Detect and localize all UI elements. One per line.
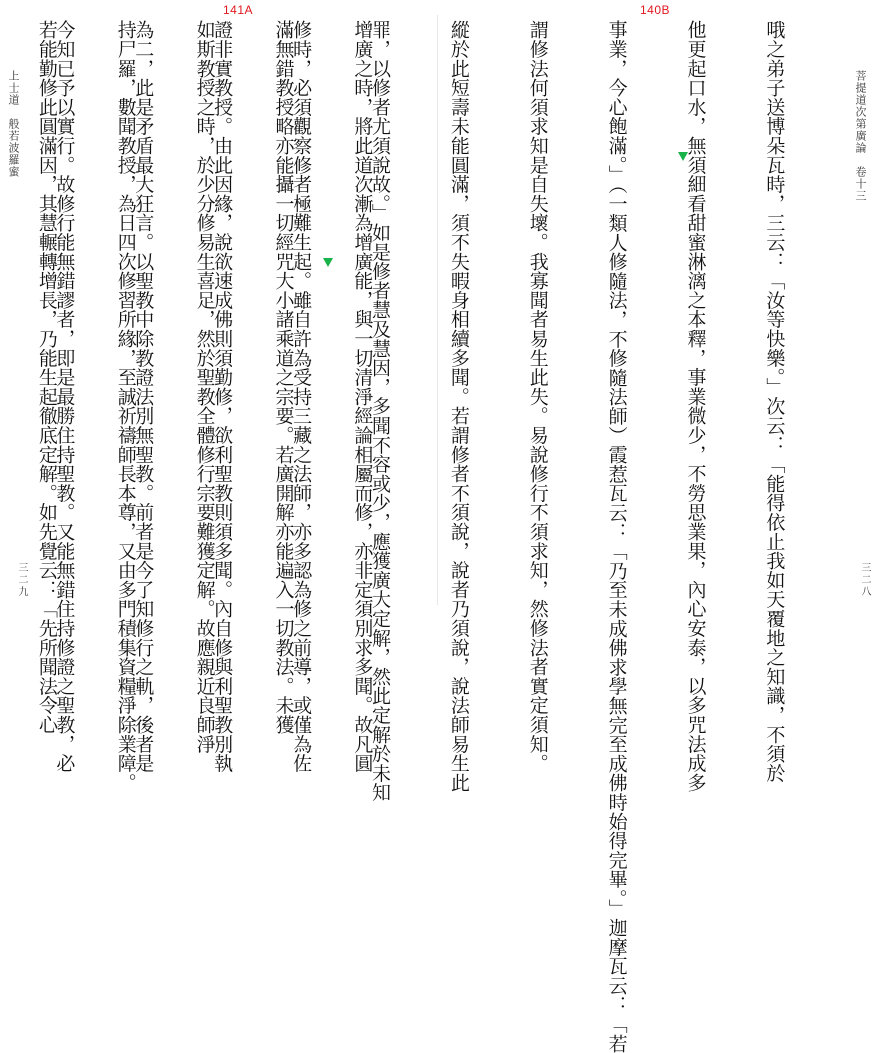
left-page-label: 141A	[223, 3, 254, 17]
text-column: 增廣之時，將此道次漸為增廣能，與一切清淨經論相屬而修，亦非定須別求多聞。故凡圓	[351, 20, 374, 773]
text-column: 持尸羅，數聞教授，為日四次修習所緣，至誠祈禱師長本尊，又由多門積集資糧淨除業障。	[114, 20, 137, 792]
text-column: 今知已予以實行。故修行能無錯謬者，即是最勝住持聖教。又能無錯住持修證之聖教，必	[53, 20, 76, 773]
text-column: 若能勤修此圓滿因，其慧輾轉增長，乃能生起徹底定解。如先覺云：「先所聞法令心	[35, 20, 58, 735]
text-column: 謂修法何須求知是自失壞。我寡聞者易生此失。易說修行不須求知，然修法者實定須知。	[526, 20, 549, 773]
text-column: 哦之弟子送博朵瓦時，三云：「汝等快樂。」次云：「能得依止我如天覆地之知識，不須於	[763, 20, 786, 783]
left-margin-title: 上士道 般若波羅蜜	[7, 70, 20, 178]
text-column: 修時，必須觀察修者極難生起。雖自許為受持三藏之法師，亦多認為修之前導，或僅為佐	[290, 20, 313, 773]
text-column: 罪，以修者尤須說故。」如是修者慧及慧因，多聞不容或少，應獲廣大定解，然此定解於未知	[368, 20, 391, 802]
right-margin-title: 菩提道次第廣論 卷十三	[854, 70, 867, 202]
text-column: 滿無錯教授略亦能攝一切經咒大小諸乘道之宗要。若廣開解亦能遍入一切教法。未獲	[272, 20, 295, 735]
text-column: 為二，此是矛盾最大狂言。以聖教中除教證法別無聖教。前者是今了知修行之軌，後者是	[132, 20, 155, 773]
text-column: 縱於此短壽未能圓滿，須不失暇身相續多聞。若謂修者不須說，說者乃須說，說法師易生此	[447, 20, 470, 792]
text-column: 證非實教授。由此因緣，說欲速成佛則須勤修，欲利聖教則須多聞。內自修與利聖教別執	[211, 20, 234, 773]
left-folio: 三二九	[16, 562, 27, 598]
right-folio: 三二八	[859, 562, 870, 598]
right-page-label: 140B	[640, 3, 671, 17]
text-column: 他更起口水，無須細看甜蜜淋漓之本釋，事業微少，不勞思業果，內心安泰，以多咒法成多	[684, 20, 707, 792]
text-column: 事業，今心飽滿。」（一類人修隨法，不修隨法師）霞惹瓦云：「乃至未成佛求學無完至成佛時始得完畢。」迦摩瓦云：「若	[605, 20, 628, 1053]
text-column: 如斯教授之時，於少分修易生喜足，然於聖教全體修行宗要難獲定解。故應親近良師淨	[193, 20, 216, 754]
